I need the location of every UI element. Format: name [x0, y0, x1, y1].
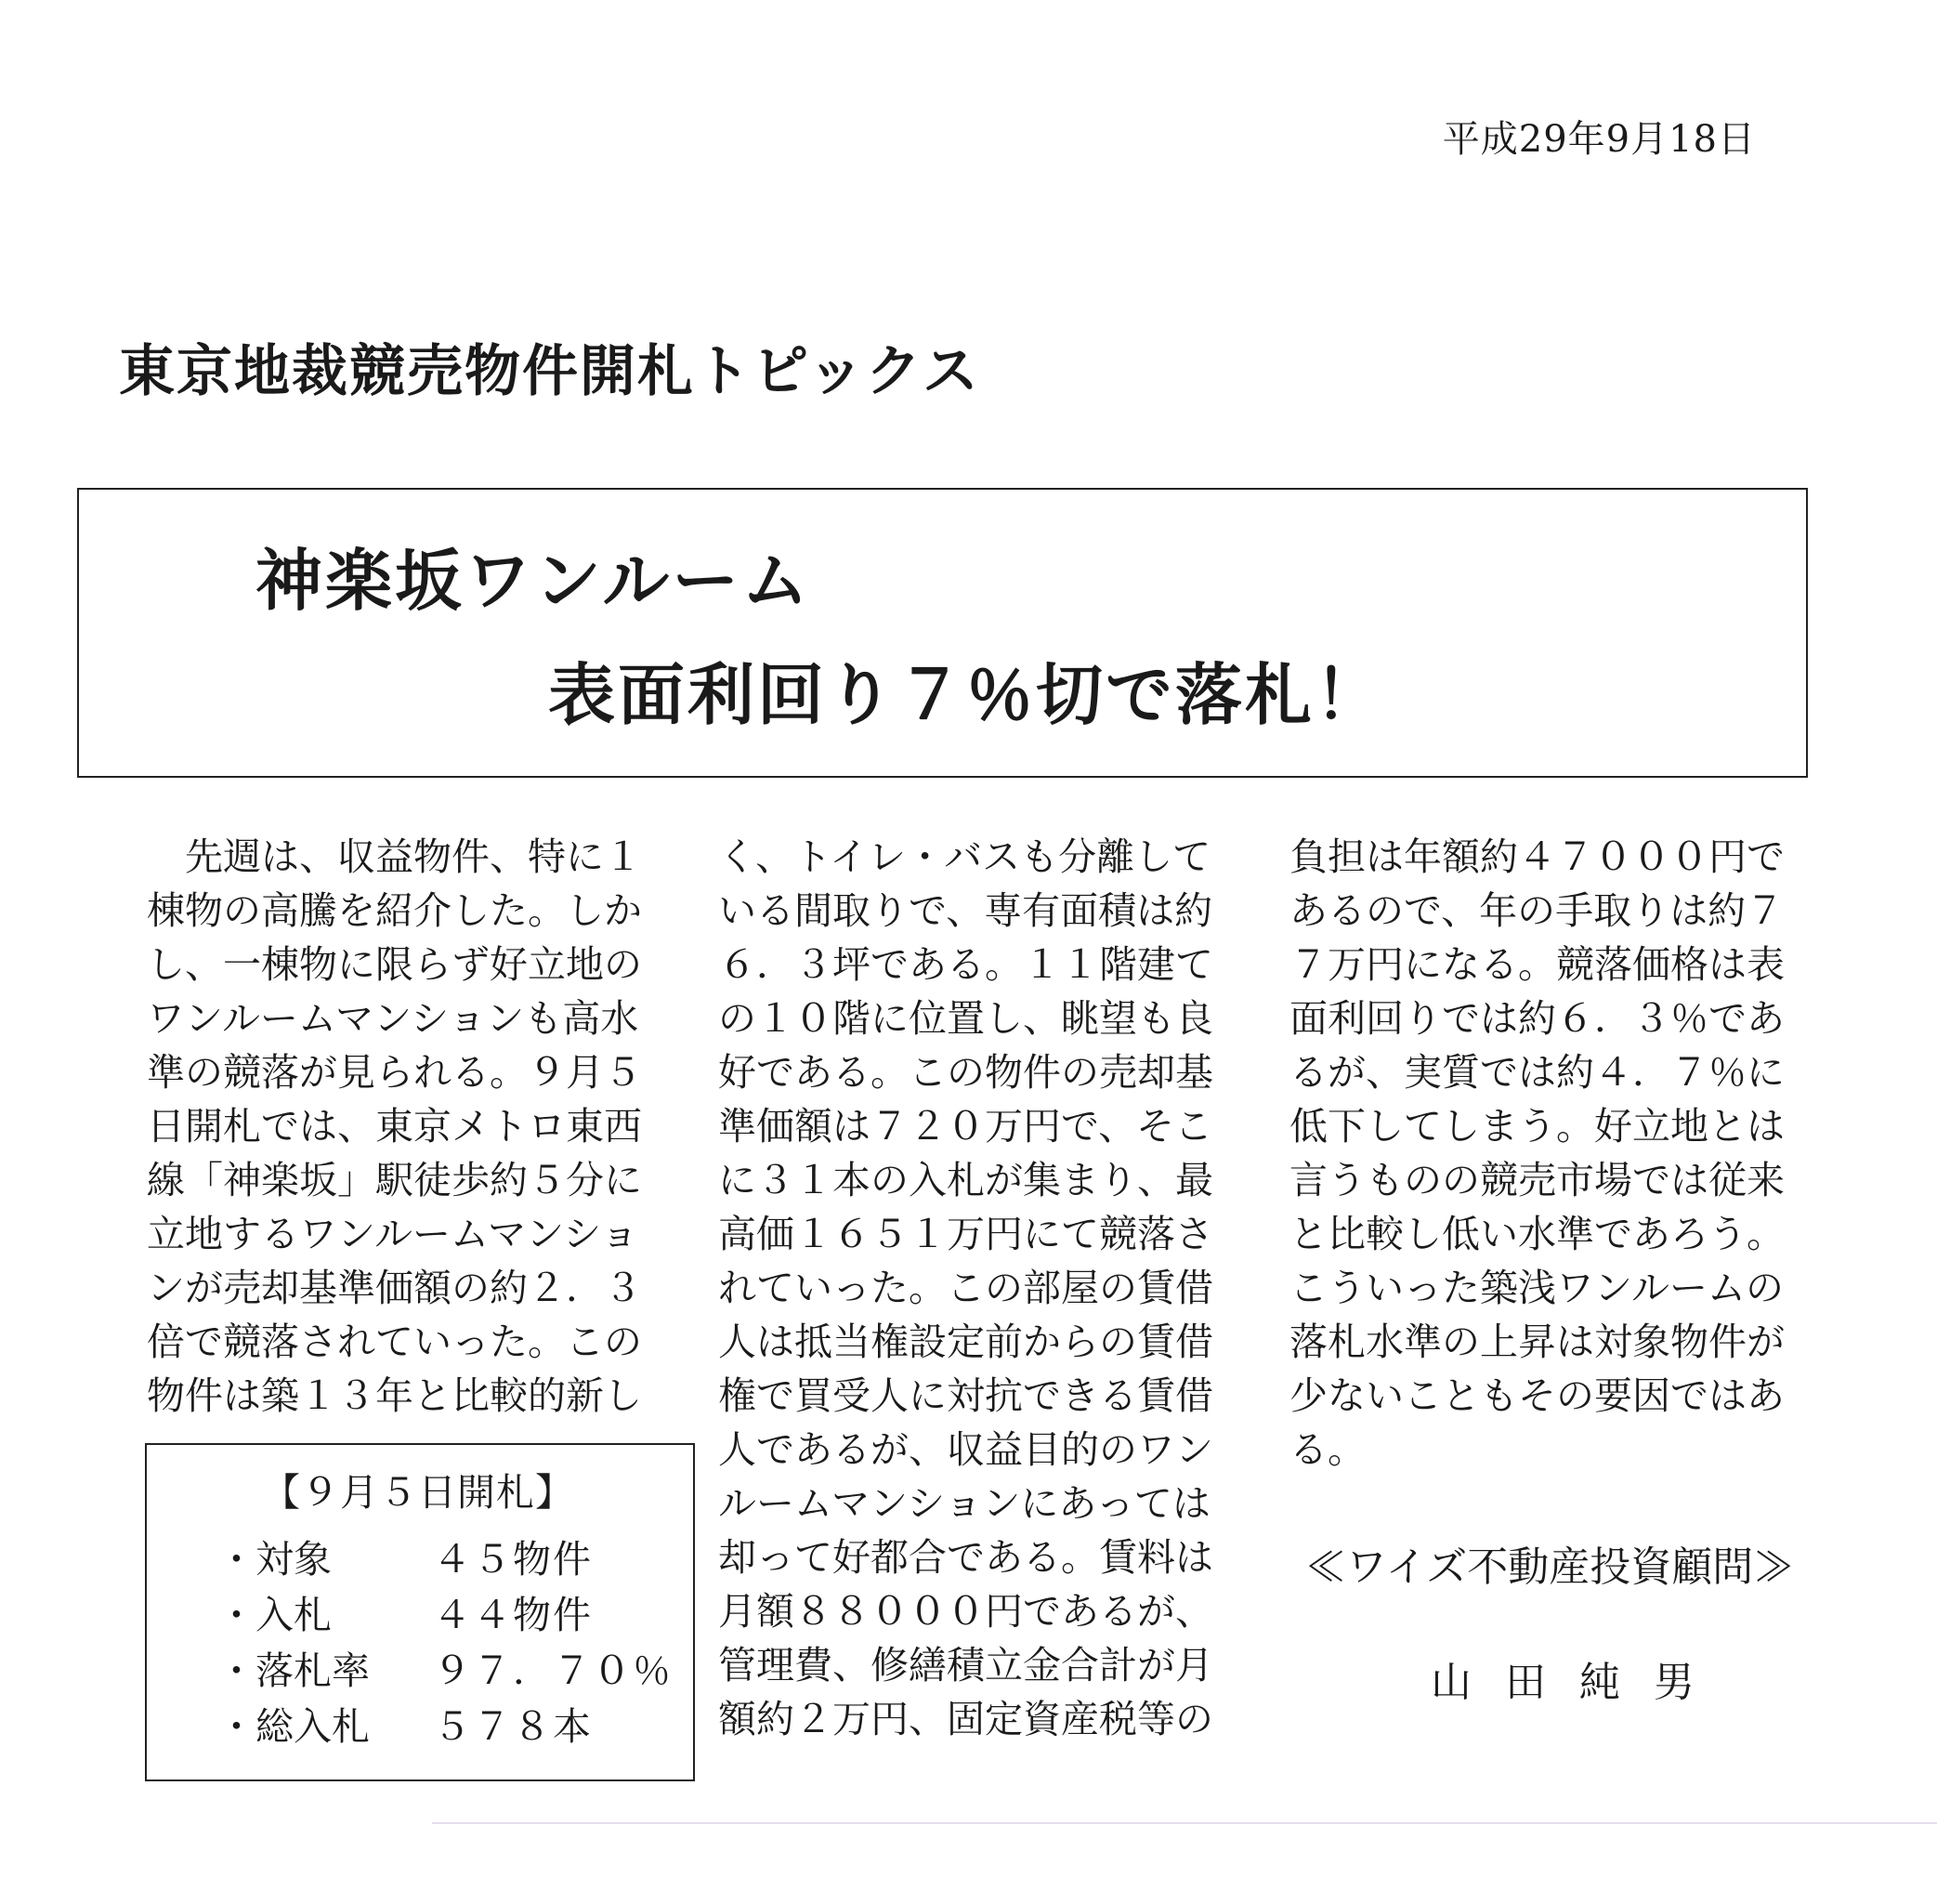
- article-line: 準の競落が見られる。９月５: [147, 1050, 642, 1095]
- article-column-3: [1289, 830, 1785, 1477]
- article-line: れていった。この部屋の賃借: [718, 1266, 1213, 1310]
- stats-value: ４５物件: [433, 1537, 593, 1582]
- article-line: し、一棟物に限らず好立地の: [147, 942, 642, 987]
- article-line: こういった築浅ワンルームの: [1289, 1266, 1784, 1310]
- article-line: 低下してしまう。好立地とは: [1289, 1104, 1785, 1149]
- stats-label: ・入札: [217, 1593, 332, 1637]
- article-line: 人であるが、収益目的のワン: [718, 1427, 1213, 1472]
- headline-box: [77, 488, 1808, 778]
- article-line: 落札水準の上昇は対象物件が: [1289, 1320, 1785, 1364]
- stats-value: ９７．７０％: [433, 1648, 673, 1693]
- article-line: あるので、年の手取りは約７: [1289, 888, 1785, 933]
- stats-box: [145, 1443, 695, 1781]
- article-column-1: [147, 830, 642, 1423]
- article-line: く、トイレ・バスも分離して: [718, 834, 1211, 879]
- article-line: 日開札では、東京メトロ東西: [147, 1104, 642, 1149]
- stats-label: ・対象: [217, 1537, 332, 1582]
- article-line: 負担は年額約４７０００円で: [1289, 834, 1785, 879]
- stats-label: ・総入札: [217, 1704, 370, 1749]
- article-line: 人は抵当権設定前からの賃借: [718, 1320, 1213, 1364]
- article-line: ６．３坪である。１１階建て: [718, 942, 1213, 987]
- article-line: 棟物の高騰を紹介した。しか: [147, 888, 642, 933]
- stats-value: ５７８本: [433, 1704, 593, 1749]
- footer-rule: [432, 1822, 1937, 1824]
- article-line: に３１本の入札が集まり、最: [718, 1158, 1213, 1202]
- article-line: 準価額は７２０万円で、そこ: [718, 1104, 1213, 1149]
- article-line: の１０階に位置し、眺望も良: [718, 996, 1213, 1041]
- article-line: るが、実質では約４．７％に: [1289, 1050, 1785, 1095]
- article-line: 線「神楽坂」駅徒歩約５分に: [147, 1158, 642, 1202]
- article-line: 少ないこともその要因ではあ: [1289, 1373, 1785, 1418]
- article-line: 管理費、修繕積立金合計が月: [718, 1643, 1213, 1687]
- company-name: ≪ワイズ不動産投資顧問≫: [1305, 1543, 1795, 1591]
- stats-value: ４４物件: [433, 1593, 593, 1637]
- article-line: 却って好都合である。賃料は: [718, 1535, 1213, 1580]
- article-line: 月額８８０００円であるが、: [718, 1589, 1213, 1634]
- section-title: 東京地裁競売物件開札トピックス: [119, 339, 980, 404]
- article-line: と比較し低い水準であろう。: [1289, 1212, 1785, 1256]
- article-line: ンが売却基準価額の約２．３: [147, 1266, 642, 1310]
- headline-line-2: 表面利回り７％切で落札！: [548, 656, 1385, 734]
- article-line: 言うものの競売市場では従来: [1289, 1158, 1785, 1202]
- article-line: ７万円になる。競落価格は表: [1289, 942, 1785, 987]
- article-line: ワンルームマンションも高水: [147, 996, 639, 1041]
- article-column-2: [718, 830, 1213, 1746]
- headline-line-1: 神楽坂ワンルーム: [255, 542, 812, 620]
- stats-label: ・落札率: [217, 1648, 370, 1693]
- article-line: ルームマンションにあっては: [718, 1481, 1211, 1526]
- article-line: 面利回りでは約６．３％であ: [1289, 996, 1785, 1041]
- article-line: 額約２万円、固定資産税等の: [718, 1697, 1213, 1741]
- article-line: 好である。この物件の売却基: [718, 1050, 1213, 1095]
- article-line: る。: [1289, 1427, 1366, 1472]
- article-line: 物件は築１３年と比較的新し: [147, 1373, 642, 1418]
- article-line: 高価１６５１万円にて競落さ: [718, 1212, 1213, 1256]
- document-date: 平成29年9月18日: [1442, 118, 1756, 161]
- author-name: 山田純男: [1431, 1659, 1728, 1706]
- article-line: いる間取りで、専有面積は約: [718, 888, 1213, 933]
- stats-heading: 【９月５日開札】: [262, 1470, 574, 1515]
- article-line: 先週は、収益物件、特に１: [147, 834, 642, 879]
- article-line: 立地するワンルームマンショ: [147, 1212, 639, 1256]
- article-line: 権で買受人に対抗できる賃借: [718, 1373, 1213, 1418]
- article-line: 倍で競落されていった。この: [147, 1320, 642, 1364]
